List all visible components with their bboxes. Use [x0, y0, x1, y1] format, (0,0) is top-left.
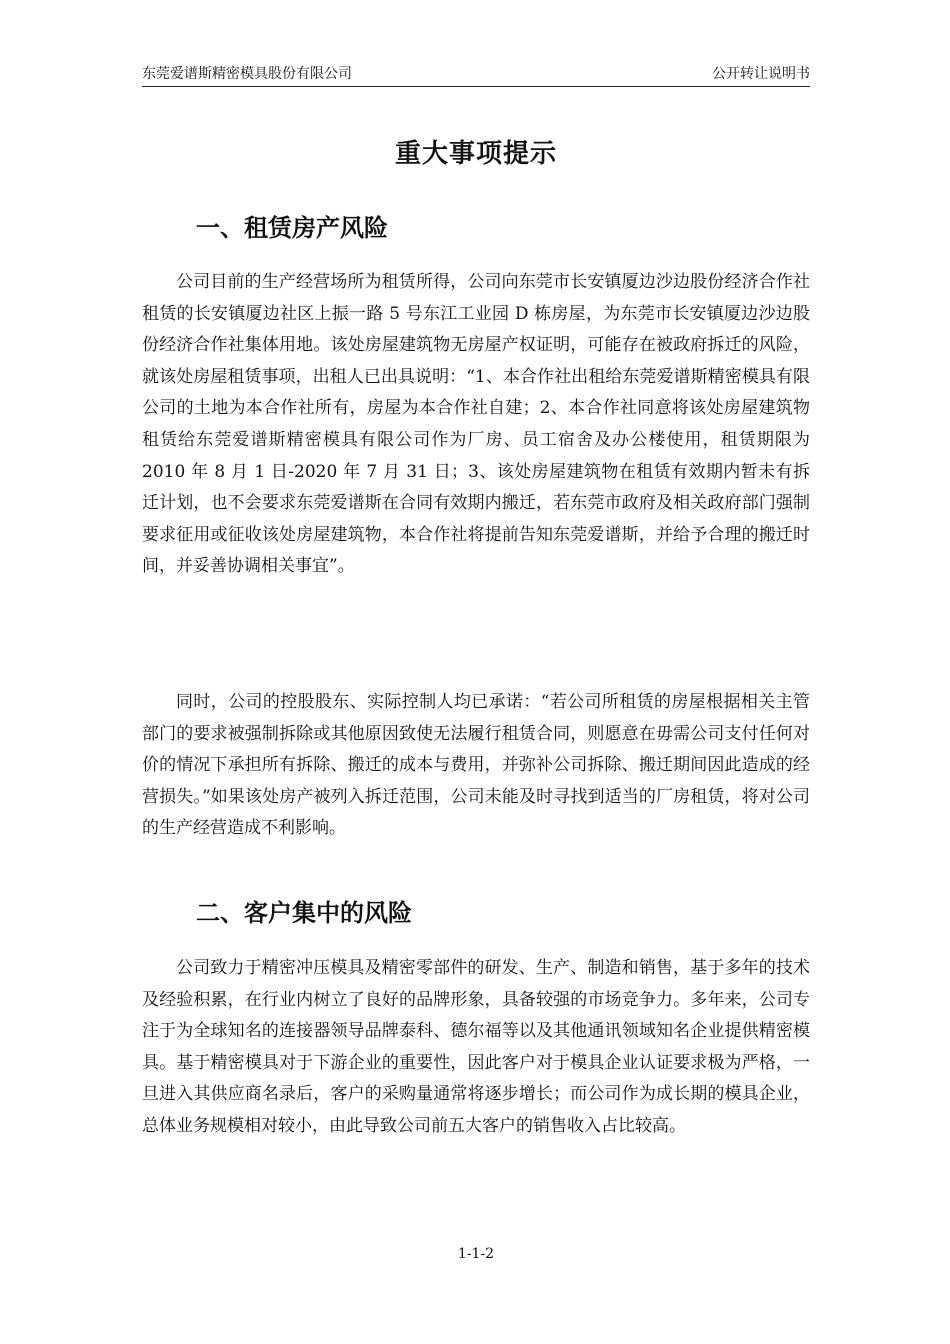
header-document-type: 公开转让说明书 — [712, 66, 810, 82]
page-header — [142, 64, 810, 87]
paragraph-lease-risk-2: 同时，公司的控股股东、实际控制人均已承诺：“若公司所租赁的房屋根据相关主管部门的要求被强制拆除或其他原因致使无法履行租赁合同，则愿意在毋需公司支付任何对价的情况下承担所有拆除、搬迁的成本与费用，并弥补公司拆除、搬迁期间因此造成的经营损失。”如果该处房产被列入拆迁范围，公司未能及时寻找到适当的厂房租赁，将对公司的生产经营造成不利影响。 — [142, 692, 810, 839]
header-company-name: 东莞爱谱斯精密模具股份有限公司 — [142, 66, 352, 82]
section-heading-customer-risk: 二、客户集中的风险 — [196, 899, 412, 927]
paragraph-customer-risk-1: 公司致力于精密冲压模具及精密零部件的研发、生产、制造和销售，基于多年的技术及经验积累，在行业内树立了良好的品牌形象，具备较强的市场竞争力。多年来，公司专注于为全球知名的连接器领导品牌泰科、德尔福等以及其他通讯领域知名企业提供精密模具。基于精密模具对于下游企业的重要性，因此客户对于模具企业认证要求极为严格，一旦进入其供应商名录后，客户的采购量通常将逐步增长；而公司作为成长期的模具企业，总体业务规模相对较小，由此导致公司前五大客户的销售收入占比较高。 — [142, 958, 810, 1136]
page-title: 重大事项提示 — [394, 139, 557, 169]
page-number: 1-1-2 — [457, 1246, 495, 1262]
paragraph-lease-risk-1: 公司目前的生产经营场所为租赁所得，公司向东莞市长安镇厦边沙边股份经济合作社租赁的长安镇厦边社区上振一路 5 号东江工业园 D 栋房屋，为东莞市长安镇厦边沙边股份经济合作社集体用地。该处房屋建筑物无房屋产权证明，可能存在被政府拆迁的风险，就该处房屋租赁事项，出租人已出具说明：“1、本合作社出租给东莞爱谱斯精密模具有限公司的土地为本合作社所有，房屋为本合作社自建；2、本合作社同意将该处房屋建筑物租赁给东莞爱谱斯精密模具有限公司作为厂房、员工宿舍及办公楼使用，租赁期限为 2010 年 8 月 1 日-2020 年 7 月 31 日；3、该处房屋建筑物在租赁有效期内暂未有拆迁计划，也不会要求东莞爱谱斯在合同有效期内搬迁，若东莞市政府及相关政府部门强制要求征用或征收该处房屋建筑物，本合作社将提前告知东莞爱谱斯，并给予合理的搬迁时间，并妥善协调相关事宜”。 — [142, 272, 810, 577]
section-heading-lease-risk: 一、租赁房产风险 — [196, 214, 388, 242]
